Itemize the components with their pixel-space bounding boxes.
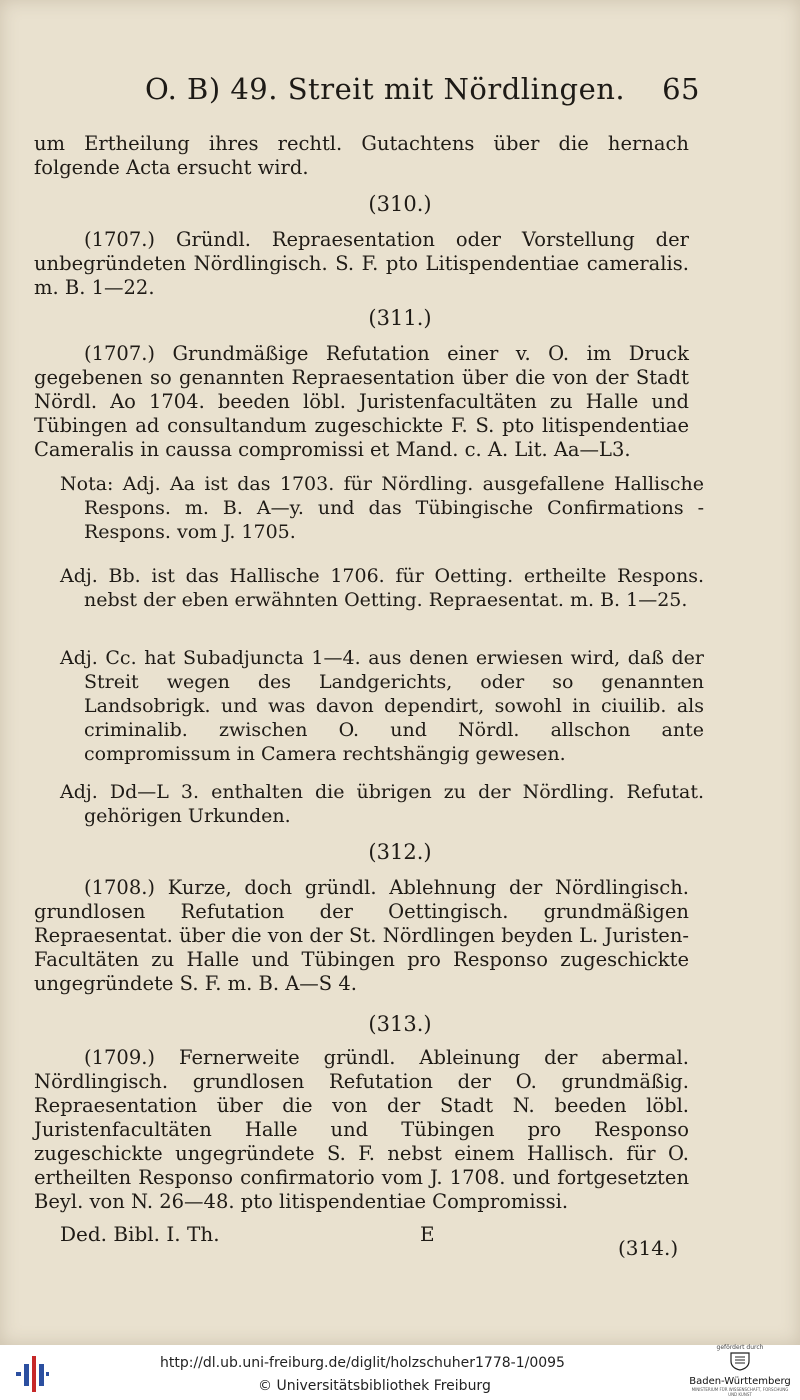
- header-title: O. B) 49. Streit mit Nördlingen.: [145, 72, 626, 106]
- entry-311-text: (1707.) Grundmäßige Refutation einer v. O. im Druck gegebenen so genannten Repraesentation über die von der Stadt Nördl. Ao 1704. beeden löbl. Juristenfacultäten zu Halle und Tübingen ad consultandum zugeschickte F. S. pto litispendentiae Cameralis in caussa compromissi et Mand. c. A. Lit. Aa—L3.: [34, 342, 689, 461]
- funder-name: Baden-Württemberg: [689, 1376, 791, 1387]
- running-header: [145, 72, 700, 122]
- note-adj-bb: Adj. Bb. ist das Hallische 1706. für Oetting. ertheilte Respons. nebst der eben erwähnten Oetting. Repraesentat. m. B. 1—25.: [60, 565, 704, 611]
- note-adj-cc: Adj. Cc. hat Subadjuncta 1—4. aus denen erwiesen wird, daß der Streit wegen des Landgerichts, oder so genannten Landsobrigk. und was davon dependirt, sowohl in ciuilib. als criminalib. zwischen O. und Nördl. allschon ante compromissum in Camera rechtshängig gewesen.: [60, 647, 704, 765]
- intro-paragraph: um Ertheilung ihres rechtl. Gutachtens über die hernach folgende Acta ersucht wird.: [34, 132, 689, 179]
- entry-313-text: (1709.) Fernerweite gründl. Ableinung der abermal. Nördlingisch. grundlosen Refutation der O. grundmäßig. Repraesentation über die von der Stadt N. beeden löbl. Juristenfacultäten Halle und Tübingen pro Responso zugeschickte ungegründete S. F. nebst einem Hallisch. für O. ertheilten Responso confirmatorio vom J. 1708. und fortgesetzten Beyl. von N. 26—48. pto litispendentiae Compromissi.: [34, 1046, 689, 1213]
- entry-number-313: (313.): [368, 1012, 432, 1036]
- page-number: 65: [662, 72, 700, 106]
- note-adj-dd: Adj. Dd—L 3. enthalten die übrigen zu der Nördling. Refutat. gehörigen Urkunden.: [60, 781, 704, 827]
- catchword: (314.): [618, 1236, 679, 1260]
- entry-number-311: (311.): [368, 306, 432, 330]
- entry-310-text: (1707.) Gründl. Repraesentation oder Vorstellung der unbegründeten Nördlingisch. S. F. pto Litispendentiae cameralis. m. B. 1—22.: [34, 228, 689, 299]
- entry-number-312: (312.): [368, 840, 432, 864]
- funder-ministry: MINISTERIUM FÜR WISSENSCHAFT, FORSCHUNG UND KUNST: [691, 1387, 789, 1397]
- gathering-letter: E: [420, 1222, 435, 1246]
- note-adj-aa: Nota: Adj. Aa ist das 1703. für Nördling. ausgefallene Hallische Respons. m. B. A—y. und das Tübingische Confirmations - Respons. vom J. 1705.: [60, 473, 704, 543]
- entry-312-text: (1708.) Kurze, doch gründl. Ablehnung der Nördlingisch. grundlosen Refutation der Oettingisch. grundmäßigen Repraesentat. über die von der St. Nördlingen beyden L. Juristen-Facultäten zu Halle und Tübingen pro Responso zugeschickte ungegründete S. F. m. B. A—S 4.: [34, 876, 689, 995]
- document-url[interactable]: http://dl.ub.uni-freiburg.de/diglit/holzschuher1778-1/0095: [160, 1355, 565, 1371]
- coat-of-arms-icon: [727, 1351, 753, 1371]
- copyright-notice: © Universitätsbibliothek Freiburg: [258, 1378, 491, 1394]
- funder-label: gefördert durch: [716, 1344, 764, 1351]
- signature-mark: Ded. Bibl. I. Th.: [60, 1222, 220, 1246]
- entry-number-310: (310.): [368, 192, 432, 216]
- funder-logo: [688, 1344, 792, 1398]
- library-logo-icon: [14, 1352, 50, 1394]
